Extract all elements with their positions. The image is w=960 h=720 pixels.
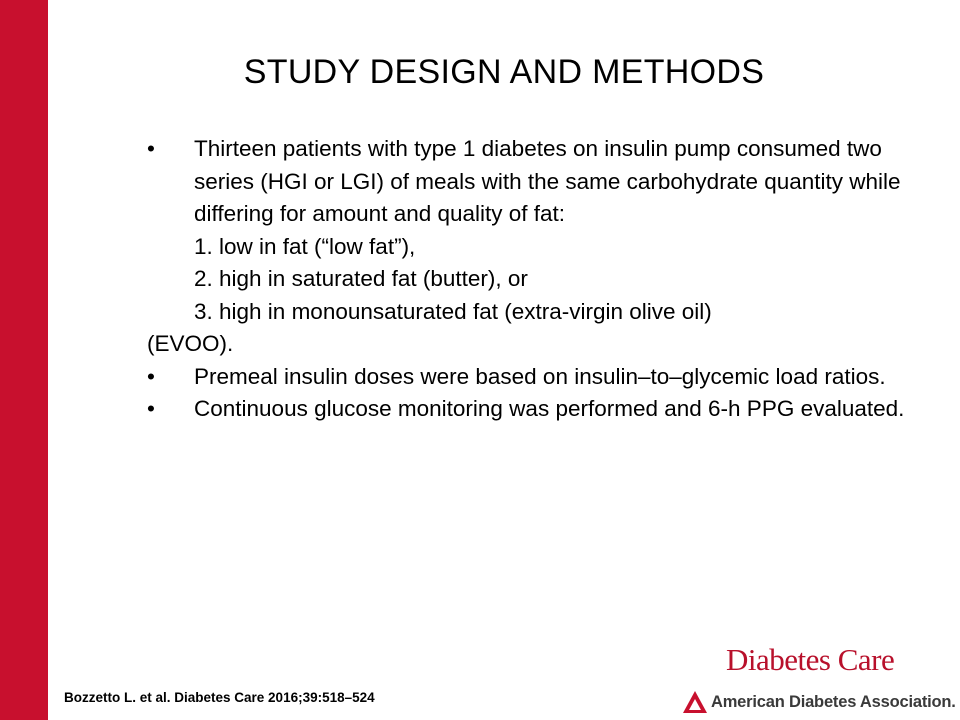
slide-content — [147, 133, 922, 426]
bullet-icon: • — [147, 136, 155, 161]
ada-logo — [682, 684, 956, 720]
sub-item: 3. high in monounsaturated fat (extra-virgin olive oil) — [194, 298, 712, 324]
bullet-item — [147, 393, 922, 426]
bullet-text: Thirteen patients with type 1 diabetes on insulin pump consumed two series (HGI or LGI) of meals with the same carbohydrate quantity while differing for amount and quality of fat: — [194, 136, 901, 226]
ada-name: American Diabetes Association. — [711, 692, 956, 711]
bullet-text: Continuous glucose monitoring was performed and 6-h PPG evaluated. — [194, 396, 905, 421]
red-side-bar — [0, 0, 48, 720]
sub-item-tail: (EVOO). — [147, 331, 234, 356]
journal-logo: Diabetes Care — [726, 642, 895, 677]
bullet-text: Premeal insulin doses were based on insulin–to–glycemic load ratios. — [194, 363, 886, 389]
bullet-icon: • — [147, 363, 155, 389]
bullet-item — [147, 361, 922, 394]
sub-item: 2. high in saturated fat (butter), or — [194, 266, 528, 291]
citation: Bozzetto L. et al. Diabetes Care 2016;39:518–524 — [64, 690, 375, 705]
bullet-item — [147, 133, 922, 231]
ada-triangle-icon — [682, 690, 708, 714]
bullet-icon: • — [147, 396, 155, 421]
sub-item: 1. low in fat (“low fat”), — [194, 233, 416, 259]
slide-title: STUDY DESIGN AND METHODS — [243, 53, 765, 91]
